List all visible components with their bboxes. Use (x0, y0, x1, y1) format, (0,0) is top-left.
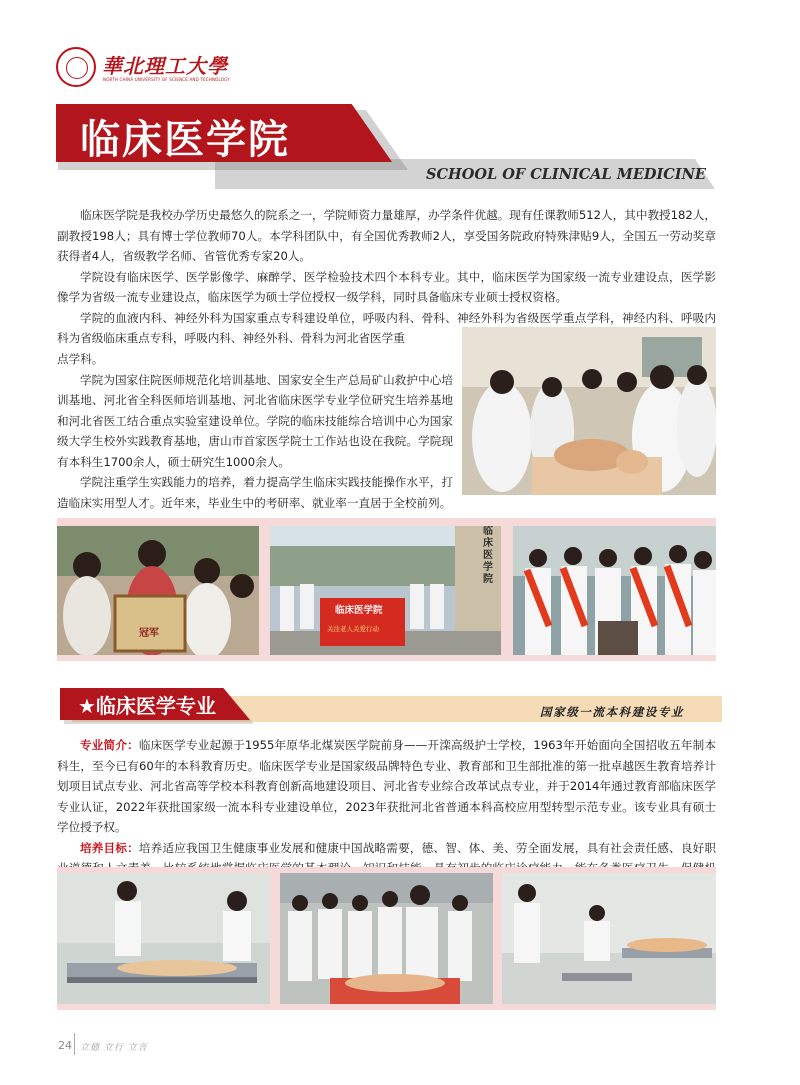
major-goal-text: 培养适应我国卫生健康事业发展和健康中国战略需要，德、智、体、美、劳全面发展，具有社会责任感、良好职 (138, 840, 716, 855)
photo-students-certificate (57, 526, 259, 655)
page-english-title: SCHOOL OF CLINICAL MEDICINE (426, 166, 706, 183)
intro-narrow-column (57, 349, 453, 513)
section-subtitle: 国家级一流本科建设专业 (540, 705, 685, 719)
certificate-text: 冠军 (139, 628, 159, 639)
photo-clinical-training-2 (280, 873, 493, 1004)
photo-clinical-training-3 (502, 873, 716, 1004)
footer-slogan: 立德 立行 立言 (80, 1043, 148, 1053)
banner-text: 临床医学院 (335, 605, 383, 616)
banner-subtext: 关注老人关爱行动 (327, 625, 379, 633)
section-title: ★临床医学专业 (78, 694, 216, 718)
building-sign: 临床医学院 (483, 526, 493, 585)
photo-volunteer-banner (270, 526, 501, 655)
page-number: 24 (58, 1039, 72, 1052)
page-title: 临床医学院 (80, 117, 290, 163)
university-seal-logo (56, 47, 96, 87)
photo-clinical-training-1 (57, 873, 270, 1004)
intro-paragraph-4: 学院为国家住院医师规范化培训基地、国家安全生产总局矿山救护中心培训基地、河北省全科医师培训基地、河北省临床医学专业学位研究生培养基地和河北省医工结合重点实验室建设单位。学院的临床技能综合培训中心为国家级大学生校外实践教育基地，唐山市首家医学院士工作站也设在我院。学院现有本科生1700余人，硕士研究生1000余人。 (57, 372, 453, 469)
footer-divider (74, 1033, 75, 1055)
intro-paragraph-5: 学院注重学生实践能力的培养，着力提高学生临床实践技能操作水平，打造临床实用型人才。近年来，毕业生中的考研率、就业率一直居于全校前列。 (57, 475, 453, 510)
photo-graduates-sashes (513, 526, 716, 655)
university-name: 華北理工大學 (102, 54, 228, 78)
intro-paragraph-2: 学院设有临床医学、医学影像学、麻醉学、医学检验技术四个本科专业。其中，临床医学为国家级一流专业建设点，医学影像学为省级一流专业建设点，临床医学为硕士学位授权一级学科，同时具备临床专业硕士授权资格。 (57, 269, 716, 304)
major-intro-paragraph (57, 735, 716, 838)
major-intro-text: 临床医学专业起源于1955年原华北煤炭医学院前身——开滦高级护士学校，1963年开始面向全国招收五年制本科生，至今已有60年的本科教育历史。临床医学专业是国家级品牌特色专业、教育部和卫生部批准的第一批卓越医生教育培养计划项目试点专业、河北省高等学校本科教育创新高地建设项目、河北省专业综合改革试点专业，并于2014年通过教育部临床医学专业认证，2022年获批国家级一流本科专业建设单位，2023年获批河北省普通本科高校应用型转型示范专业。该专业具有硕士学位授予权。 (57, 738, 716, 834)
intro-paragraph-3: 学院的血液内科、神经外科为国家重点专科建设单位，呼吸内科、骨科、神经外科为省级医学重点学科，神经内科、呼吸内科为省级临床重点专科，呼吸内科、神经外科、骨科为河北省医学重 (57, 310, 716, 345)
intro-paragraph-1: 临床医学院是我校办学历史最悠久的院系之一，学院师资力量雄厚，办学条件优越。现有任课教师512人，其中教授182人，副教授198人；具有博士学位教师70人。本学科团队中，有全国优秀教师2人，享受国务院政府特殊津贴9人，全国五一劳动奖章获得者4人，省级教学名师、省管优秀专家20人。 (57, 208, 716, 263)
photo-students-manikin (462, 327, 716, 495)
major-goal-label: 培养目标： (80, 840, 139, 855)
intro-paragraph-3-end: 点学科。 (57, 352, 104, 366)
major-intro-label: 专业简介： (80, 738, 139, 752)
university-english-name: NORTH CHINA UNIVERSITY OF SCIENCE AND TECHNOLOGY (103, 77, 230, 82)
